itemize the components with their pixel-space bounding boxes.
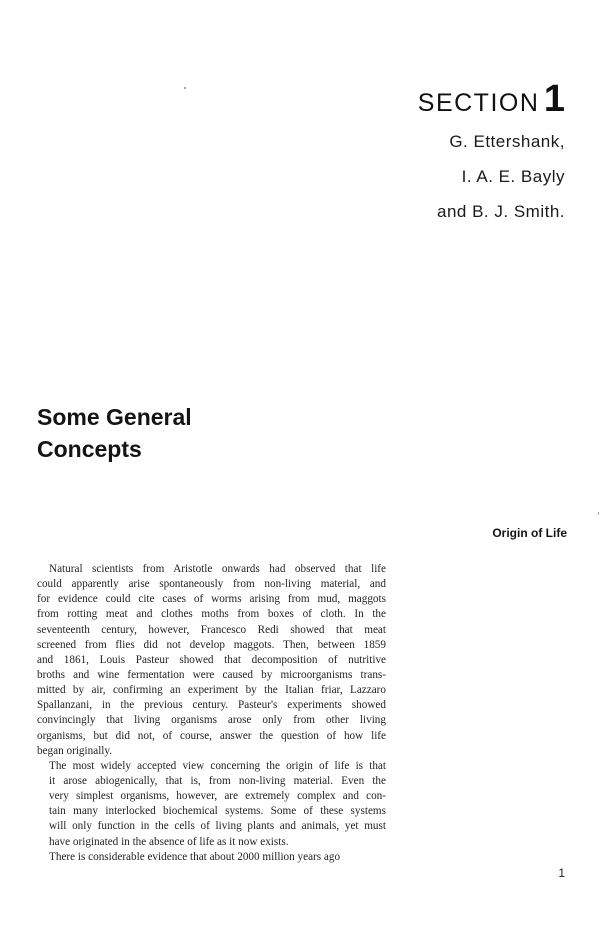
- body-line: began originally.: [37, 744, 113, 757]
- body-line: broths and wine fermentation were caused by microorganisms trans-: [37, 668, 386, 681]
- section-number: 1: [543, 78, 565, 120]
- page-number: 1: [558, 866, 565, 880]
- body-line: for evidence could cite cases of worms arising from mud, maggots: [37, 593, 386, 606]
- authors: [437, 124, 565, 229]
- body-line: The most widely accepted view concerning the origin of life is that: [49, 759, 386, 772]
- body-line: it arose abiogenically, that is, from non-living material. Even the: [49, 774, 386, 787]
- body-line: Spallanzani, in the previous century. Pasteur's experiments showed: [37, 699, 386, 712]
- body-line: have originated in the absence of life as it now exists.: [49, 835, 289, 848]
- body-line: tain many interlocked biochemical systems. Some of these systems: [49, 805, 386, 818]
- chapter-title-line: Some General: [37, 404, 192, 430]
- body-line: screened from flies did not develop maggots. Then, between 1859: [37, 638, 386, 651]
- scan-speck: [184, 87, 186, 89]
- chapter-title: [37, 401, 192, 465]
- author-line: I. A. E. Bayly: [461, 167, 565, 186]
- chapter-title-line: Concepts: [37, 436, 142, 462]
- body-line: Natural scientists from Aristotle onwards had observed that life: [49, 563, 386, 575]
- body-text: [37, 562, 386, 865]
- subsection-title: Origin of Life: [492, 526, 567, 540]
- author-line: and B. J. Smith.: [437, 202, 565, 221]
- body-line: could apparently arise spontaneously from non-living material, and: [37, 578, 386, 591]
- scan-speck: [598, 512, 599, 515]
- body-line: very simplest organisms, however, are extremely complex and con-: [49, 790, 386, 803]
- body-line: seventeenth century, however, Francesco Redi showed that meat: [37, 623, 386, 636]
- section-heading: [418, 80, 565, 118]
- body-line: mitted by air, confirming an experiment by the Italian friar, Lazzaro: [37, 684, 386, 697]
- body-line: convincingly that living organisms arose only from other living: [37, 714, 386, 727]
- section-word: SECTION: [417, 89, 540, 117]
- body-line: will only function in the cells of living plants and animals, yet must: [49, 820, 386, 833]
- body-line: from rotting meat and clothes moths from boxes of cloth. In the: [37, 608, 386, 621]
- body-line: organisms, but did not, of course, answer the question of how life: [37, 729, 386, 742]
- author-line: G. Ettershank,: [449, 132, 565, 151]
- body-line: and 1861, Louis Pasteur showed that decomposition of nutritive: [37, 653, 386, 666]
- body-line: There is considerable evidence that about 2000 million years ago: [49, 850, 341, 863]
